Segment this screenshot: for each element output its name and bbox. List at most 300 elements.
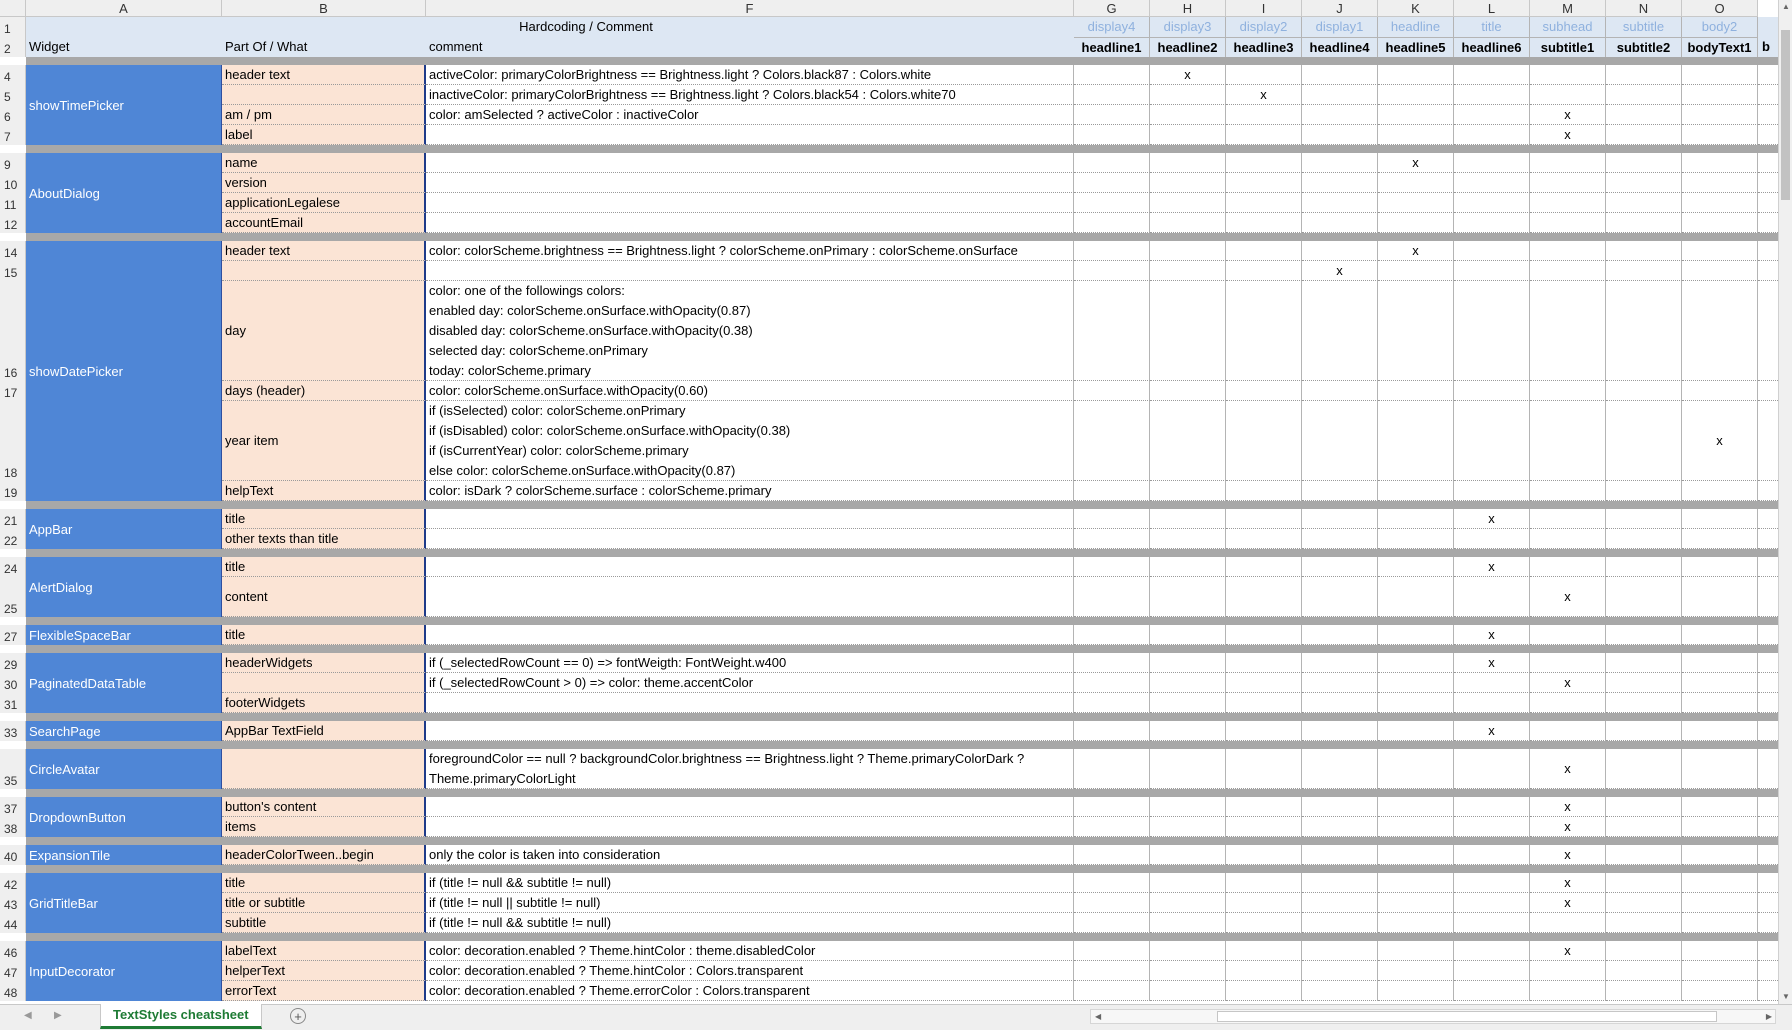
style-mark-cell[interactable] bbox=[1226, 721, 1302, 741]
style-mark-cell[interactable] bbox=[1378, 105, 1454, 125]
style-mark-cell[interactable] bbox=[1302, 721, 1378, 741]
style-mark-cell[interactable] bbox=[1606, 105, 1682, 125]
style-mark-cell[interactable] bbox=[1530, 625, 1606, 645]
style-mark-cell[interactable]: x bbox=[1682, 401, 1758, 481]
style-mark-cell[interactable] bbox=[1302, 913, 1378, 933]
style-mark-cell[interactable] bbox=[1530, 481, 1606, 501]
style-mark-cell[interactable] bbox=[1606, 381, 1682, 401]
style-mark-cell[interactable] bbox=[1074, 261, 1150, 281]
style-mark-cell[interactable] bbox=[1226, 65, 1302, 85]
comment-cell[interactable] bbox=[426, 797, 1074, 817]
style-mark-cell[interactable] bbox=[1682, 193, 1758, 213]
comment-cell[interactable] bbox=[426, 941, 1074, 961]
style-mark-cell[interactable] bbox=[1378, 653, 1454, 673]
overflow-cell[interactable] bbox=[1758, 653, 1778, 673]
style-mark-cell[interactable] bbox=[1074, 153, 1150, 173]
style-mark-cell[interactable] bbox=[1682, 509, 1758, 529]
style-mark-cell[interactable] bbox=[1682, 961, 1758, 981]
style-mark-cell[interactable] bbox=[1150, 509, 1226, 529]
style-mark-cell[interactable] bbox=[1150, 241, 1226, 261]
comment-cell[interactable] bbox=[426, 673, 1074, 693]
column-header-n[interactable]: N bbox=[1606, 0, 1682, 17]
overflow-cell[interactable] bbox=[1758, 125, 1778, 145]
style-mark-cell[interactable] bbox=[1378, 981, 1454, 1001]
part-cell[interactable]: content bbox=[222, 577, 426, 617]
style-mark-cell[interactable]: x bbox=[1454, 557, 1530, 577]
style-mark-cell[interactable] bbox=[1226, 173, 1302, 193]
part-cell[interactable]: am / pm bbox=[222, 105, 426, 125]
style-mark-cell[interactable] bbox=[1302, 873, 1378, 893]
overflow-cell[interactable] bbox=[1758, 913, 1778, 933]
style-mark-cell[interactable] bbox=[1302, 125, 1378, 145]
style-mark-cell[interactable] bbox=[1378, 173, 1454, 193]
comment-cell[interactable] bbox=[426, 529, 1074, 549]
overflow-cell[interactable] bbox=[1758, 749, 1778, 789]
row-number[interactable]: 16 bbox=[0, 281, 26, 381]
comment-cell[interactable] bbox=[426, 577, 1074, 617]
style-mark-cell[interactable] bbox=[1682, 873, 1758, 893]
style-mark-cell[interactable] bbox=[1226, 213, 1302, 233]
comment-cell[interactable] bbox=[426, 261, 1074, 281]
row-number[interactable]: 46 bbox=[0, 941, 26, 961]
row-number[interactable]: 6 bbox=[0, 105, 26, 125]
style-mark-cell[interactable] bbox=[1606, 577, 1682, 617]
style-mark-cell[interactable] bbox=[1682, 557, 1758, 577]
style-mark-cell[interactable] bbox=[1150, 913, 1226, 933]
part-cell[interactable]: other texts than title bbox=[222, 529, 426, 549]
style-mark-cell[interactable]: x bbox=[1454, 721, 1530, 741]
style-mark-cell[interactable] bbox=[1454, 173, 1530, 193]
style-mark-cell[interactable] bbox=[1150, 625, 1226, 645]
style-mark-cell[interactable] bbox=[1378, 961, 1454, 981]
style-mark-cell[interactable] bbox=[1606, 893, 1682, 913]
style-mark-cell[interactable] bbox=[1302, 625, 1378, 645]
style-mark-cell[interactable] bbox=[1378, 817, 1454, 837]
part-cell[interactable]: year item bbox=[222, 401, 426, 481]
style-mark-cell[interactable]: x bbox=[1530, 125, 1606, 145]
sheet-tab-textstyles[interactable] bbox=[100, 1004, 262, 1029]
style-mark-cell[interactable] bbox=[1606, 481, 1682, 501]
overflow-cell[interactable] bbox=[1758, 381, 1778, 401]
overflow-cell[interactable] bbox=[1758, 577, 1778, 617]
style-mark-cell[interactable]: x bbox=[1530, 673, 1606, 693]
comment-cell[interactable] bbox=[426, 509, 1074, 529]
widget-name-cell[interactable]: showDatePicker bbox=[26, 241, 222, 501]
comment-cell[interactable] bbox=[426, 213, 1074, 233]
style-mark-cell[interactable] bbox=[1378, 693, 1454, 713]
style-mark-cell[interactable] bbox=[1606, 721, 1682, 741]
style-mark-cell[interactable] bbox=[1302, 653, 1378, 673]
comment-cell[interactable] bbox=[426, 281, 1074, 381]
style-mark-cell[interactable] bbox=[1530, 693, 1606, 713]
overflow-cell[interactable] bbox=[1758, 85, 1778, 105]
scroll-right-arrow-icon[interactable]: ▶ bbox=[1765, 1012, 1772, 1021]
style-mark-cell[interactable] bbox=[1682, 577, 1758, 617]
row-number[interactable]: 48 bbox=[0, 981, 26, 1001]
style-mark-cell[interactable] bbox=[1530, 529, 1606, 549]
style-mark-cell[interactable] bbox=[1606, 749, 1682, 789]
style-mark-cell[interactable] bbox=[1682, 653, 1758, 673]
comment-cell[interactable] bbox=[426, 845, 1074, 865]
comment-cell[interactable] bbox=[426, 693, 1074, 713]
style-mark-cell[interactable] bbox=[1682, 261, 1758, 281]
overflow-cell[interactable] bbox=[1758, 673, 1778, 693]
style-mark-cell[interactable] bbox=[1302, 893, 1378, 913]
style-mark-cell[interactable] bbox=[1606, 941, 1682, 961]
row-number[interactable]: 9 bbox=[0, 153, 26, 173]
style-mark-cell[interactable] bbox=[1378, 941, 1454, 961]
style-mark-cell[interactable] bbox=[1302, 173, 1378, 193]
style-mark-cell[interactable] bbox=[1302, 213, 1378, 233]
style-mark-cell[interactable] bbox=[1226, 153, 1302, 173]
style-mark-cell[interactable]: x bbox=[1530, 577, 1606, 617]
style-mark-cell[interactable]: x bbox=[1530, 893, 1606, 913]
part-cell[interactable]: applicationLegalese bbox=[222, 193, 426, 213]
style-mark-cell[interactable] bbox=[1606, 509, 1682, 529]
style-mark-cell[interactable] bbox=[1226, 281, 1302, 381]
style-mark-cell[interactable] bbox=[1150, 401, 1226, 481]
comment-cell[interactable] bbox=[426, 65, 1074, 85]
style-mark-cell[interactable] bbox=[1606, 961, 1682, 981]
part-cell[interactable]: items bbox=[222, 817, 426, 837]
style-mark-cell[interactable] bbox=[1150, 845, 1226, 865]
part-cell[interactable]: subtitle bbox=[222, 913, 426, 933]
style-mark-cell[interactable] bbox=[1226, 577, 1302, 617]
widget-name-cell[interactable]: FlexibleSpaceBar bbox=[26, 625, 222, 645]
column-header-j[interactable]: J bbox=[1302, 0, 1378, 17]
style-mark-cell[interactable] bbox=[1606, 981, 1682, 1001]
part-cell[interactable]: title bbox=[222, 625, 426, 645]
comment-cell[interactable] bbox=[426, 817, 1074, 837]
column-header-k[interactable]: K bbox=[1378, 0, 1454, 17]
style-mark-cell[interactable] bbox=[1150, 749, 1226, 789]
style-mark-cell[interactable] bbox=[1150, 673, 1226, 693]
row-number[interactable]: 33 bbox=[0, 721, 26, 741]
style-mark-cell[interactable] bbox=[1530, 381, 1606, 401]
style-mark-cell[interactable] bbox=[1378, 529, 1454, 549]
column-header-l[interactable]: L bbox=[1454, 0, 1530, 17]
style-mark-cell[interactable] bbox=[1606, 529, 1682, 549]
style-mark-cell[interactable] bbox=[1150, 481, 1226, 501]
part-cell[interactable]: footerWidgets bbox=[222, 693, 426, 713]
style-mark-cell[interactable] bbox=[1302, 845, 1378, 865]
style-mark-cell[interactable] bbox=[1530, 65, 1606, 85]
style-mark-cell[interactable] bbox=[1226, 797, 1302, 817]
comment-cell[interactable] bbox=[426, 557, 1074, 577]
style-mark-cell[interactable] bbox=[1226, 193, 1302, 213]
style-mark-cell[interactable] bbox=[1530, 557, 1606, 577]
overflow-cell[interactable] bbox=[1758, 693, 1778, 713]
style-mark-cell[interactable] bbox=[1074, 85, 1150, 105]
style-mark-cell[interactable]: x bbox=[1150, 65, 1226, 85]
style-mark-cell[interactable] bbox=[1074, 721, 1150, 741]
row-number[interactable]: 27 bbox=[0, 625, 26, 645]
style-mark-cell[interactable] bbox=[1454, 481, 1530, 501]
style-mark-cell[interactable] bbox=[1378, 481, 1454, 501]
style-mark-cell[interactable] bbox=[1530, 261, 1606, 281]
style-mark-cell[interactable] bbox=[1226, 817, 1302, 837]
style-mark-cell[interactable] bbox=[1226, 913, 1302, 933]
style-mark-cell[interactable] bbox=[1378, 873, 1454, 893]
comment-cell[interactable] bbox=[426, 961, 1074, 981]
style-mark-cell[interactable] bbox=[1226, 557, 1302, 577]
comment-cell[interactable] bbox=[426, 893, 1074, 913]
row-number[interactable]: 2 bbox=[0, 37, 26, 57]
style-mark-cell[interactable] bbox=[1378, 381, 1454, 401]
style-mark-cell[interactable] bbox=[1074, 65, 1150, 85]
style-mark-cell[interactable] bbox=[1378, 65, 1454, 85]
style-mark-cell[interactable] bbox=[1302, 961, 1378, 981]
style-mark-cell[interactable] bbox=[1682, 673, 1758, 693]
style-mark-cell[interactable] bbox=[1150, 961, 1226, 981]
style-mark-cell[interactable] bbox=[1682, 65, 1758, 85]
row-number[interactable]: 4 bbox=[0, 65, 26, 85]
style-mark-cell[interactable] bbox=[1074, 125, 1150, 145]
style-mark-cell[interactable] bbox=[1606, 653, 1682, 673]
tab-next-icon[interactable]: ▶ bbox=[54, 1010, 62, 1021]
style-mark-cell[interactable] bbox=[1454, 529, 1530, 549]
overflow-cell[interactable] bbox=[1758, 65, 1778, 85]
style-mark-cell[interactable] bbox=[1150, 721, 1226, 741]
row-number[interactable]: 43 bbox=[0, 893, 26, 913]
style-mark-cell[interactable] bbox=[1378, 845, 1454, 865]
style-mark-cell[interactable] bbox=[1682, 893, 1758, 913]
style-mark-cell[interactable] bbox=[1150, 577, 1226, 617]
style-mark-cell[interactable] bbox=[1378, 557, 1454, 577]
row-number[interactable]: 44 bbox=[0, 913, 26, 933]
style-mark-cell[interactable] bbox=[1074, 193, 1150, 213]
style-mark-cell[interactable] bbox=[1302, 381, 1378, 401]
style-mark-cell[interactable]: x bbox=[1378, 153, 1454, 173]
widget-name-cell[interactable]: InputDecorator bbox=[26, 941, 222, 1001]
style-mark-cell[interactable] bbox=[1302, 241, 1378, 261]
style-mark-cell[interactable] bbox=[1682, 213, 1758, 233]
widget-name-cell[interactable]: PaginatedDataTable bbox=[26, 653, 222, 713]
part-cell[interactable]: accountEmail bbox=[222, 213, 426, 233]
comment-cell[interactable] bbox=[426, 241, 1074, 261]
style-mark-cell[interactable] bbox=[1682, 913, 1758, 933]
style-mark-cell[interactable] bbox=[1454, 85, 1530, 105]
row-number[interactable]: 37 bbox=[0, 797, 26, 817]
add-sheet-button[interactable] bbox=[290, 1008, 306, 1024]
style-mark-cell[interactable] bbox=[1302, 509, 1378, 529]
row-number[interactable]: 25 bbox=[0, 577, 26, 617]
style-mark-cell[interactable] bbox=[1226, 893, 1302, 913]
comment-cell[interactable] bbox=[426, 981, 1074, 1001]
style-mark-cell[interactable] bbox=[1302, 557, 1378, 577]
style-mark-cell[interactable] bbox=[1302, 153, 1378, 173]
style-mark-cell[interactable] bbox=[1150, 125, 1226, 145]
style-mark-cell[interactable]: x bbox=[1454, 625, 1530, 645]
overflow-cell[interactable] bbox=[1758, 941, 1778, 961]
style-mark-cell[interactable] bbox=[1302, 85, 1378, 105]
style-mark-cell[interactable] bbox=[1454, 125, 1530, 145]
style-mark-cell[interactable] bbox=[1150, 105, 1226, 125]
style-mark-cell[interactable] bbox=[1150, 85, 1226, 105]
column-header-m[interactable]: M bbox=[1530, 0, 1606, 17]
style-mark-cell[interactable] bbox=[1682, 797, 1758, 817]
scroll-thumb[interactable] bbox=[1781, 30, 1790, 200]
widget-name-cell[interactable]: AboutDialog bbox=[26, 153, 222, 233]
style-mark-cell[interactable] bbox=[1074, 845, 1150, 865]
style-mark-cell[interactable] bbox=[1226, 941, 1302, 961]
column-header-b[interactable]: B bbox=[222, 0, 426, 17]
style-mark-cell[interactable] bbox=[1530, 961, 1606, 981]
overflow-cell[interactable] bbox=[1758, 625, 1778, 645]
comment-cell[interactable] bbox=[426, 481, 1074, 501]
style-mark-cell[interactable] bbox=[1302, 941, 1378, 961]
overflow-cell[interactable] bbox=[1758, 241, 1778, 261]
style-mark-cell[interactable] bbox=[1682, 105, 1758, 125]
style-mark-cell[interactable] bbox=[1074, 105, 1150, 125]
style-mark-cell[interactable] bbox=[1454, 961, 1530, 981]
style-mark-cell[interactable] bbox=[1302, 65, 1378, 85]
style-mark-cell[interactable] bbox=[1378, 213, 1454, 233]
style-mark-cell[interactable] bbox=[1226, 981, 1302, 1001]
overflow-cell[interactable] bbox=[1758, 105, 1778, 125]
style-mark-cell[interactable] bbox=[1606, 797, 1682, 817]
part-cell[interactable]: headerColorTween..begin bbox=[222, 845, 426, 865]
style-mark-cell[interactable]: x bbox=[1226, 85, 1302, 105]
style-mark-cell[interactable] bbox=[1682, 241, 1758, 261]
style-mark-cell[interactable] bbox=[1606, 173, 1682, 193]
style-mark-cell[interactable] bbox=[1682, 173, 1758, 193]
style-mark-cell[interactable] bbox=[1530, 913, 1606, 933]
row-number[interactable]: 19 bbox=[0, 481, 26, 501]
style-mark-cell[interactable] bbox=[1530, 173, 1606, 193]
style-mark-cell[interactable] bbox=[1454, 797, 1530, 817]
style-mark-cell[interactable] bbox=[1606, 873, 1682, 893]
comment-cell[interactable] bbox=[426, 105, 1074, 125]
row-number[interactable]: 12 bbox=[0, 213, 26, 233]
overflow-cell[interactable] bbox=[1758, 873, 1778, 893]
style-mark-cell[interactable] bbox=[1454, 193, 1530, 213]
style-mark-cell[interactable]: x bbox=[1530, 797, 1606, 817]
style-mark-cell[interactable] bbox=[1454, 893, 1530, 913]
style-mark-cell[interactable] bbox=[1150, 281, 1226, 381]
style-mark-cell[interactable] bbox=[1226, 125, 1302, 145]
comment-cell[interactable] bbox=[426, 873, 1074, 893]
comment-cell[interactable] bbox=[426, 85, 1074, 105]
style-mark-cell[interactable]: x bbox=[1454, 653, 1530, 673]
style-mark-cell[interactable] bbox=[1530, 653, 1606, 673]
part-cell[interactable]: helperText bbox=[222, 961, 426, 981]
style-mark-cell[interactable] bbox=[1682, 845, 1758, 865]
style-mark-cell[interactable] bbox=[1074, 557, 1150, 577]
style-mark-cell[interactable] bbox=[1302, 105, 1378, 125]
style-mark-cell[interactable] bbox=[1302, 817, 1378, 837]
style-mark-cell[interactable] bbox=[1226, 873, 1302, 893]
style-mark-cell[interactable] bbox=[1454, 845, 1530, 865]
style-mark-cell[interactable] bbox=[1150, 381, 1226, 401]
comment-cell[interactable] bbox=[426, 913, 1074, 933]
column-header-h[interactable]: H bbox=[1150, 0, 1226, 17]
style-mark-cell[interactable] bbox=[1074, 673, 1150, 693]
style-mark-cell[interactable] bbox=[1226, 625, 1302, 645]
comment-cell[interactable] bbox=[426, 381, 1074, 401]
comment-cell[interactable] bbox=[426, 173, 1074, 193]
column-header-f[interactable]: F bbox=[426, 0, 1074, 17]
style-mark-cell[interactable] bbox=[1150, 653, 1226, 673]
style-mark-cell[interactable] bbox=[1150, 941, 1226, 961]
style-mark-cell[interactable] bbox=[1606, 817, 1682, 837]
row-number[interactable]: 5 bbox=[0, 85, 26, 105]
overflow-cell[interactable] bbox=[1758, 213, 1778, 233]
style-mark-cell[interactable] bbox=[1378, 797, 1454, 817]
style-mark-cell[interactable] bbox=[1226, 509, 1302, 529]
widget-name-cell[interactable]: DropdownButton bbox=[26, 797, 222, 837]
row-number[interactable]: 21 bbox=[0, 509, 26, 529]
style-mark-cell[interactable] bbox=[1606, 193, 1682, 213]
style-mark-cell[interactable] bbox=[1302, 577, 1378, 617]
style-mark-cell[interactable] bbox=[1302, 673, 1378, 693]
row-number[interactable]: 7 bbox=[0, 125, 26, 145]
style-mark-cell[interactable] bbox=[1606, 693, 1682, 713]
style-mark-cell[interactable] bbox=[1454, 241, 1530, 261]
style-mark-cell[interactable]: x bbox=[1530, 873, 1606, 893]
style-mark-cell[interactable] bbox=[1378, 401, 1454, 481]
overflow-cell[interactable] bbox=[1758, 557, 1778, 577]
style-mark-cell[interactable] bbox=[1682, 817, 1758, 837]
style-mark-cell[interactable] bbox=[1378, 509, 1454, 529]
overflow-cell[interactable] bbox=[1758, 281, 1778, 381]
style-mark-cell[interactable] bbox=[1302, 693, 1378, 713]
style-mark-cell[interactable]: x bbox=[1530, 105, 1606, 125]
style-mark-cell[interactable] bbox=[1606, 213, 1682, 233]
overflow-cell[interactable] bbox=[1758, 961, 1778, 981]
comment-cell[interactable] bbox=[426, 721, 1074, 741]
column-header-o[interactable]: O bbox=[1682, 0, 1758, 17]
style-mark-cell[interactable]: x bbox=[1530, 845, 1606, 865]
style-mark-cell[interactable] bbox=[1150, 153, 1226, 173]
style-mark-cell[interactable]: x bbox=[1302, 261, 1378, 281]
style-mark-cell[interactable] bbox=[1682, 625, 1758, 645]
part-cell[interactable]: version bbox=[222, 173, 426, 193]
style-mark-cell[interactable] bbox=[1150, 693, 1226, 713]
style-mark-cell[interactable] bbox=[1302, 797, 1378, 817]
style-mark-cell[interactable] bbox=[1606, 125, 1682, 145]
style-mark-cell[interactable] bbox=[1074, 893, 1150, 913]
style-mark-cell[interactable] bbox=[1454, 673, 1530, 693]
style-mark-cell[interactable] bbox=[1150, 529, 1226, 549]
style-mark-cell[interactable] bbox=[1226, 381, 1302, 401]
row-number[interactable]: 24 bbox=[0, 557, 26, 577]
style-mark-cell[interactable] bbox=[1074, 653, 1150, 673]
corner-cell[interactable] bbox=[0, 0, 26, 17]
style-mark-cell[interactable] bbox=[1682, 981, 1758, 1001]
style-mark-cell[interactable] bbox=[1226, 653, 1302, 673]
row-number[interactable]: 40 bbox=[0, 845, 26, 865]
style-mark-cell[interactable] bbox=[1074, 913, 1150, 933]
style-mark-cell[interactable] bbox=[1530, 721, 1606, 741]
style-mark-cell[interactable] bbox=[1606, 913, 1682, 933]
comment-cell[interactable] bbox=[426, 153, 1074, 173]
style-mark-cell[interactable] bbox=[1226, 693, 1302, 713]
style-mark-cell[interactable] bbox=[1074, 481, 1150, 501]
h-scroll-thumb[interactable] bbox=[1217, 1011, 1717, 1022]
style-mark-cell[interactable] bbox=[1606, 401, 1682, 481]
part-cell[interactable]: button's content bbox=[222, 797, 426, 817]
style-mark-cell[interactable] bbox=[1682, 693, 1758, 713]
scroll-down-arrow-icon[interactable]: ▼ bbox=[1782, 992, 1790, 1001]
style-mark-cell[interactable] bbox=[1682, 85, 1758, 105]
row-number[interactable]: 17 bbox=[0, 381, 26, 401]
style-mark-cell[interactable] bbox=[1226, 673, 1302, 693]
overflow-cell[interactable] bbox=[1758, 797, 1778, 817]
overflow-cell[interactable] bbox=[1758, 981, 1778, 1001]
style-mark-cell[interactable] bbox=[1530, 281, 1606, 381]
style-mark-cell[interactable] bbox=[1074, 961, 1150, 981]
